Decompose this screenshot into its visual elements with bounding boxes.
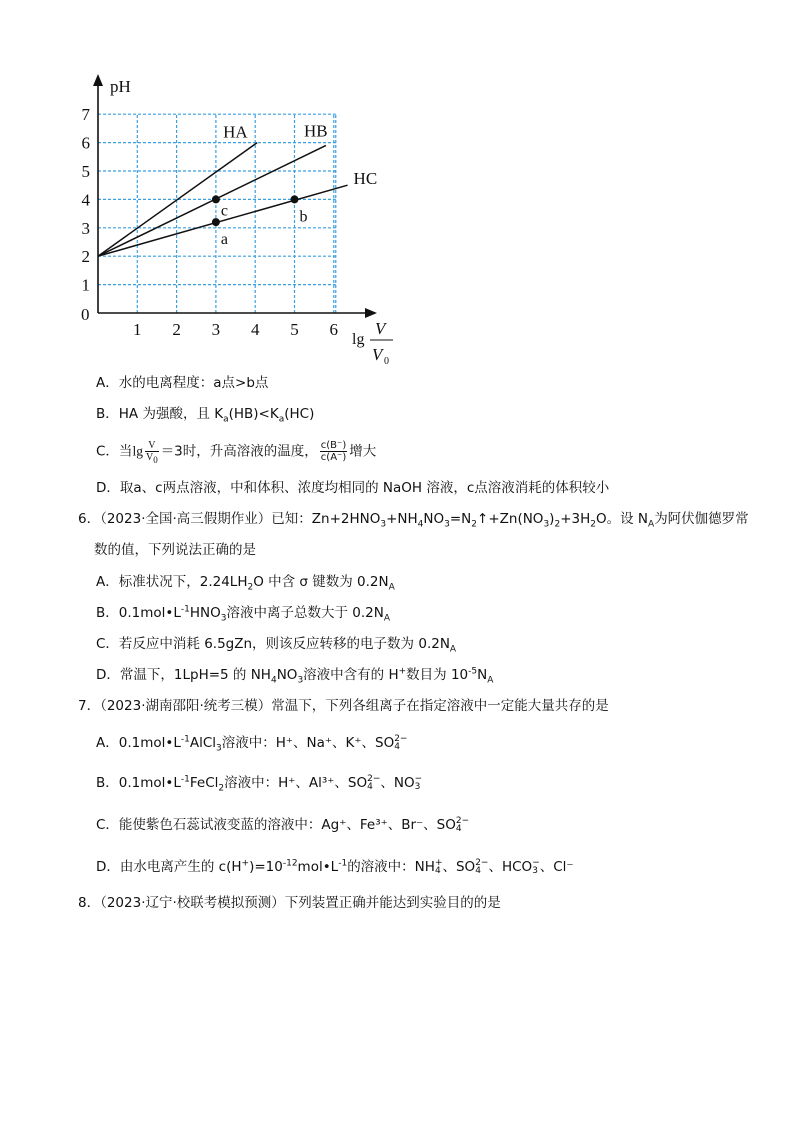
q6-option-a: A．标准状况下，$2.24LH_2O$ 中含 σ 键数为 $0.2N_A$ <box>96 574 395 593</box>
y-tick-3: 3 <box>81 218 90 238</box>
point-label-a: a <box>220 231 229 249</box>
q7-option-d: D．由水电离产生的 $c(H^+)=10^{-12}mol•L^{-1}$的溶液中：NH + 4 、SO 2− 4 、HCO − 3 、Cl⁻ <box>96 858 574 876</box>
q6-stem-line2: 数的值，下列说法正确的是 <box>94 542 256 558</box>
y-tick-4: 4 <box>81 190 90 210</box>
origin-label: 0 <box>81 305 90 324</box>
q5-option-a: A．水的电离程度：a点>b点 <box>96 375 269 391</box>
y-axis-label: pH <box>110 77 131 96</box>
x-tick-2: 2 <box>172 320 181 339</box>
q7-option-b: B．$0.1mol•L^{-1}FeCl_2$溶液中：H⁺、Al³⁺、SO 2− 4 、NO − 3 <box>96 774 423 794</box>
series-label-HC: HC <box>353 169 378 189</box>
point-a <box>212 218 220 226</box>
svg-text:0: 0 <box>384 356 389 367</box>
y-tick-2: 2 <box>81 247 90 267</box>
data-points <box>212 195 308 248</box>
series-label-HB: HB <box>303 121 328 141</box>
q5-option-b: B．HA 为强酸，且 $K_a(HB)<K_a(HC)$ <box>96 406 315 425</box>
svg-text:V: V <box>372 345 383 364</box>
q8-stem: 8．（2023·辽宁·校联考模拟预测）下列装置正确并能达到实验目的的是 <box>78 895 501 911</box>
svg-text:lg: lg <box>352 331 365 348</box>
q7-option-c: C．能使紫色石蕊试液变蓝的溶液中：Ag⁺、Fe³⁺、Br⁻、SO 2− 4 <box>96 816 470 834</box>
point-label-b: b <box>299 208 308 226</box>
q5-option-d: D．取a、c两点溶液，中和体积、浓度均相同的 NaOH 溶液，c点溶液消耗的体积较小 <box>96 480 610 496</box>
y-tick-5: 5 <box>81 162 90 181</box>
x-tick-1: 1 <box>133 320 142 339</box>
x-tick-6: 6 <box>329 320 339 339</box>
ph-dilution-chart <box>68 68 408 378</box>
y-tick-1: 1 <box>81 275 90 295</box>
point-label-c: c <box>220 202 229 220</box>
q7-stem: 7．（2023·湖南邵阳·统考三模）常温下，下列各组离子在指定溶液中一定能大量共存的是 <box>78 698 609 714</box>
y-axis-arrow <box>93 74 103 86</box>
q6-option-c: C．若反应中消耗 6.5gZn，则该反应转移的电子数为 $0.2N_A$ <box>96 636 457 655</box>
point-b <box>291 195 299 203</box>
q5-option-c: C．当lg $\frac{V}{V_0}$ ＝3时，升高溶液的温度， $\frac{c(B^-)}{c(A^-)}$ 增大 <box>96 440 377 465</box>
svg-text:V: V <box>375 319 386 338</box>
y-tick-7: 7 <box>81 105 90 125</box>
series-label-HA: HA <box>223 122 248 142</box>
x-axis-label <box>352 319 393 367</box>
q7-option-a: A．$0.1mol•L^{-1}AlCl_3$溶液中：H⁺、Na⁺、K⁺、SO 2− 4 <box>96 734 408 754</box>
x-tick-3: 3 <box>211 320 221 339</box>
y-tick-6: 6 <box>81 133 90 153</box>
x-tick-5: 5 <box>290 320 299 339</box>
point-c <box>212 195 220 203</box>
q6-option-d: D．常温下，1LpH=5 的 $NH_4NO_3$溶液中含有的 H+数目为 $10^{-5}N_A$ <box>96 666 494 686</box>
x-tick-4: 4 <box>250 320 260 339</box>
x-axis-arrow <box>365 308 377 318</box>
q6-stem-line1: 6．（2023·全国·高三假期作业）已知：$Zn+2HNO_3+NH_4NO_3=N_2↑+Zn(NO_3)_2+3H_2O$。设 $N_A$为阿伏伽德罗常 <box>78 511 749 530</box>
q6-option-b: B．$0.1mol•L^{-1}HNO_3$溶液中离子总数大于 $0.2N_A$ <box>96 604 391 624</box>
